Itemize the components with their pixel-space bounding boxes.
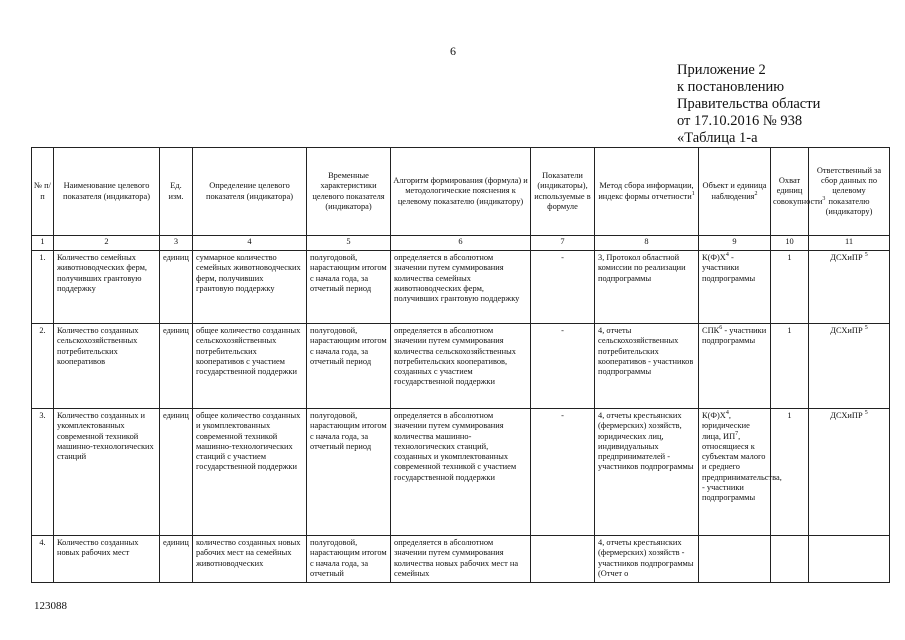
column-number: 7 (531, 236, 595, 251)
unit: единиц (160, 536, 193, 583)
document-id: 123088 (34, 600, 67, 612)
observation-object (699, 251, 771, 324)
footnote-ref: 2 (754, 190, 758, 197)
responsible (809, 536, 890, 583)
definition: количество созданных новых рабочих мест на семейных животноводческих (193, 536, 307, 583)
indicator-name: Количество созданных новых рабочих мест (54, 536, 160, 583)
footnote-ref: 1 (691, 190, 695, 197)
table-row (32, 324, 890, 409)
header-cell (595, 148, 699, 236)
column-number: 1 (32, 236, 54, 251)
header-text: Объект и единица наблюдения (702, 181, 767, 201)
header-text: Метод сбора информации, индекс формы отчетности (598, 181, 694, 201)
observation-object (699, 536, 771, 583)
responsible (809, 324, 890, 409)
timing: полугодовой, нарастающим итогом с начала года, за отчетный период (307, 324, 391, 409)
coverage (771, 536, 809, 583)
coverage: 1 (771, 251, 809, 324)
unit: единиц (160, 251, 193, 324)
timing: полугодовой, нарастающим итогом с начала года, за отчетный период (307, 409, 391, 536)
algorithm: определяется в абсолютном значении путем суммирования количества семейных животноводческих ферм, получивших грантовую поддержку (391, 251, 531, 324)
footnote-ref: 5 (864, 325, 868, 332)
object-text: - участники подпрограммы (702, 326, 767, 346)
header-cell: Алгоритм формирования (формула) и методологические пояснения к целевому показателю (индикатору) (391, 148, 531, 236)
algorithm: определяется в абсолютном значении путем суммирования количества новых рабочих мест на семейных (391, 536, 531, 583)
table-row (32, 251, 890, 324)
appendix-line-3: Правительства области (677, 96, 821, 112)
formula-indicators: - (531, 409, 595, 536)
unit: единиц (160, 324, 193, 409)
collection-method: 4, отчеты сельскохозяйственных потребительских кооперативов - участников подпрограммы (595, 324, 699, 409)
header-cell: Наименование целевого показателя (индикатора) (54, 148, 160, 236)
page-number: 6 (450, 44, 456, 58)
observation-object (699, 324, 771, 409)
object-text: К(Ф)Х (702, 253, 726, 262)
row-number: 2. (32, 324, 54, 409)
column-number: 11 (809, 236, 890, 251)
column-number: 10 (771, 236, 809, 251)
footnote-ref: 4 (725, 410, 729, 417)
timing: полугодовой, нарастающим итогом с начала года, за отчетный период (307, 251, 391, 324)
definition: общее количество созданных сельскохозяйственных потребительских кооперативов с участием государственной поддержки (193, 324, 307, 409)
footnote-ref: 4 (725, 252, 729, 259)
footnote-ref: 5 (864, 252, 868, 259)
header-cell: № п/п (32, 148, 54, 236)
appendix-heading (677, 62, 820, 147)
footnote-ref: 5 (864, 410, 868, 417)
header-cell: Ед. изм. (160, 148, 193, 236)
appendix-line-2: к постановлению (677, 79, 785, 95)
column-number: 8 (595, 236, 699, 251)
formula-indicators: - (531, 324, 595, 409)
column-number: 5 (307, 236, 391, 251)
header-cell (771, 148, 826, 236)
header-cell (699, 148, 771, 236)
collection-method: 4, отчеты крестьянских (фермерских) хозяйств - участников подпрограммы (Отчет о (595, 536, 699, 583)
observation-object (699, 409, 782, 536)
column-number: 9 (699, 236, 771, 251)
object-text: , относящиеся к субъектам малого и среднего предпринимательства, - участники подпрограммы (702, 431, 782, 503)
definition: общее количество созданных и укомплектованных современной техникой машинно-технологических станций с участием государственной поддержки (193, 409, 307, 536)
table-row (32, 536, 890, 583)
responsible-text: ДСХиПР (830, 253, 863, 262)
row-number: 1. (32, 251, 54, 324)
row-number: 3. (32, 409, 54, 536)
collection-method: 4, отчеты крестьянских (фермерских) хозяйств, юридических лиц, индивидуальных предпринимателей - участников подпрограммы (595, 409, 699, 536)
responsible-text: ДСХиПР (830, 411, 863, 420)
column-number-row (32, 236, 890, 251)
object-text: , юридические лица, ИП (702, 411, 750, 441)
header-cell: Показатели (индикаторы), используемые в формуле (531, 148, 595, 236)
algorithm: определяется в абсолютном значении путем суммирования количества сельскохозяйственных потребительских кооперативов, созданных с участием государственной поддержки (391, 324, 531, 409)
object-text: К(Ф)Х (702, 411, 726, 420)
row-number: 4. (32, 536, 54, 583)
column-number: 2 (54, 236, 160, 251)
object-text: СПК (702, 326, 720, 335)
footnote-ref: 3 (822, 195, 826, 202)
indicator-name: Количество семейных животноводческих ферм, получивших грантовую поддержку (54, 251, 160, 324)
header-cell: Ответственный за сбор данных по целевому показателю (индикатору) (809, 148, 890, 236)
algorithm: определяется в абсолютном значении путем суммирования количества машинно-технологических станций, созданных и укомплектованных современной техникой с участием государственной поддержки (391, 409, 531, 536)
appendix-line-1: Приложение 2 (677, 62, 766, 78)
table-row (32, 409, 890, 536)
indicators-table (31, 147, 890, 583)
responsible (809, 251, 890, 324)
unit: единиц (160, 409, 193, 536)
footnote-ref: 6 (719, 325, 723, 332)
object-text: - участники подпрограммы (702, 253, 756, 283)
table-header-row (32, 148, 890, 236)
appendix-line-5: «Таблица 1-а (677, 130, 758, 146)
coverage: 1 (771, 324, 809, 409)
indicator-name: Количество созданных сельскохозяйственных потребительских кооперативов (54, 324, 160, 409)
appendix-line-4: от 17.10.2016 № 938 (677, 113, 803, 129)
header-cell: Определение целевого показателя (индикатора) (193, 148, 307, 236)
collection-method: 3, Протокол областной комиссии по реализации подпрограммы (595, 251, 699, 324)
formula-indicators: - (531, 251, 595, 324)
indicator-name: Количество созданных и укомплектованных современной техникой машинно-технологических станций (54, 409, 160, 536)
footnote-ref: 7 (735, 430, 739, 437)
formula-indicators (531, 536, 595, 583)
responsible-text: ДСХиПР (830, 326, 863, 335)
column-number: 4 (193, 236, 307, 251)
timing: полугодовой, нарастающим итогом с начала года, за отчетный (307, 536, 391, 583)
responsible (809, 409, 890, 536)
header-cell: Временные характеристики целевого показателя (индикатора) (307, 148, 391, 236)
column-number: 3 (160, 236, 193, 251)
coverage: 1 (771, 409, 809, 536)
definition: суммарное количество семейных животноводческих ферм, получивших грантовую поддержку (193, 251, 307, 324)
column-number: 6 (391, 236, 531, 251)
header-text: Охват единиц совокупности (773, 176, 823, 206)
